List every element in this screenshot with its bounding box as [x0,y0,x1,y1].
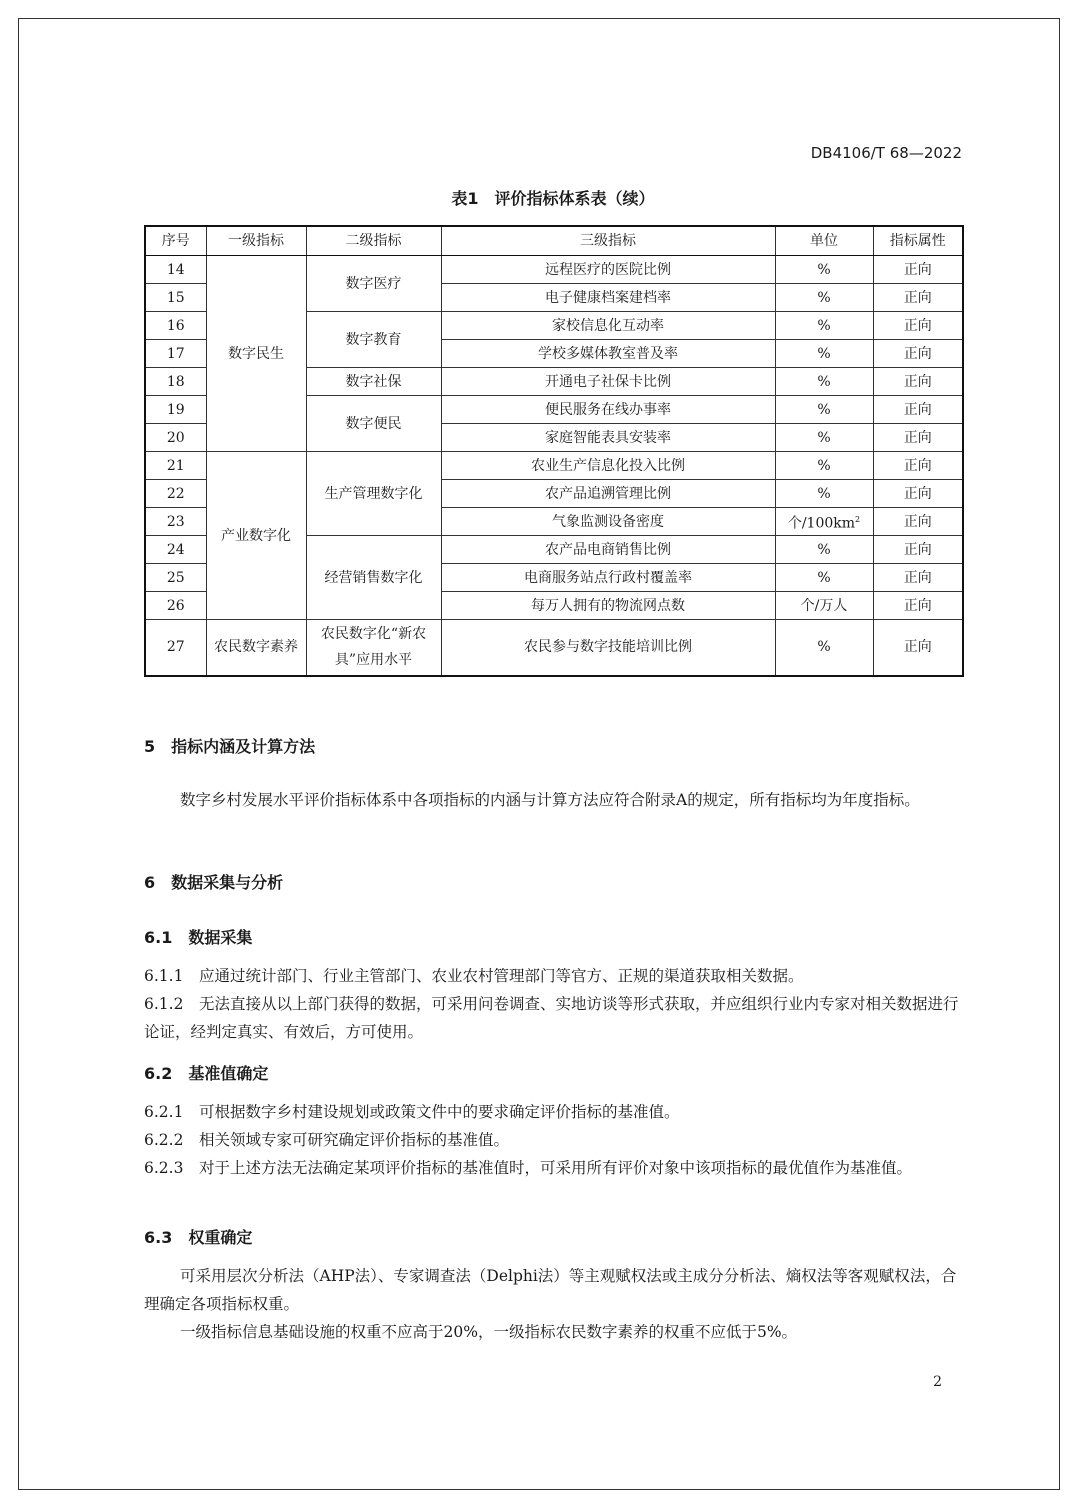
indicator-table [144,225,964,677]
level3-cell: 开通电子社保卡比例 [441,368,775,396]
attribute-cell: 正向 [873,396,963,424]
col-header-level2: 二级指标 [306,226,441,256]
row-no: 25 [145,564,206,592]
item-6-2-1: 6.2.1 可根据数字乡村建设规划或政策文件中的要求确定评价指标的基准值。 [144,1103,680,1121]
section-6-1-heading: 6.1 数据采集 [144,928,253,947]
unit-cell: % [775,536,873,564]
level3-cell: 农产品电商销售比例 [441,536,775,564]
unit-cell: % [775,424,873,452]
level2-cell: 经营销售数字化 [306,536,441,620]
level1-cell: 产业数字化 [206,452,306,620]
section-6-heading: 6 数据采集与分析 [144,873,284,892]
attribute-cell: 正向 [873,340,963,368]
unit-cell: % [775,368,873,396]
level3-cell: 远程医疗的医院比例 [441,256,775,284]
level2-cell: 农民数字化“新农具”应用水平 [306,620,441,676]
col-header-attribute: 指标属性 [873,226,963,256]
attribute-cell: 正向 [873,256,963,284]
level3-cell: 家庭智能表具安装率 [441,424,775,452]
unit-cell: % [775,480,873,508]
col-header-level1: 一级指标 [206,226,306,256]
unit-superscript: 2 [855,514,861,524]
section-6-2-heading: 6.2 基准值确定 [144,1064,269,1083]
unit-cell [775,508,873,536]
row-no: 14 [145,256,206,284]
attribute-cell: 正向 [873,620,963,676]
level2-cell: 数字便民 [306,396,441,452]
row-no: 19 [145,396,206,424]
row-no: 21 [145,452,206,480]
level3-cell: 学校多媒体教室普及率 [441,340,775,368]
level3-cell: 电商服务站点行政村覆盖率 [441,564,775,592]
unit-cell: % [775,340,873,368]
attribute-cell: 正向 [873,424,963,452]
item-6-2-3: 6.2.3 对于上述方法无法确定某项评价指标的基准值时，可采用所有评价对象中该项指标的最优值作为基准值。 [144,1159,912,1177]
table-row [145,452,963,480]
unit-cell: 个/万人 [775,592,873,620]
level3-cell: 电子健康档案建档率 [441,284,775,312]
table-caption: 表1 评价指标体系表（续） [451,189,655,208]
attribute-cell: 正向 [873,564,963,592]
level3-cell: 气象监测设备密度 [441,508,775,536]
section-6-3-paragraph-1: 可采用层次分析法（AHP法）、专家调查法（Delphi法）等主观赋权法或主成分分析法、熵权法等客观赋权法，合理确定各项指标权重。 [144,1267,957,1313]
level2-cell: 数字社保 [306,368,441,396]
item-6-2-2: 6.2.2 相关领域专家可研究确定评价指标的基准值。 [144,1131,509,1149]
section-5-paragraph: 数字乡村发展水平评价指标体系中各项指标的内涵与计算方法应符合附录A的规定，所有指标均为年度指标。 [180,791,920,809]
level3-cell: 农业生产信息化投入比例 [441,452,775,480]
level2-cell: 生产管理数字化 [306,452,441,536]
attribute-cell: 正向 [873,536,963,564]
item-6-1-1: 6.1.1 应通过统计部门、行业主管部门、农业农村管理部门等官方、正规的渠道获取相关数据。 [144,967,804,985]
table-row [145,620,963,676]
row-no: 20 [145,424,206,452]
attribute-cell: 正向 [873,480,963,508]
row-no: 17 [145,340,206,368]
level3-cell: 便民服务在线办事率 [441,396,775,424]
row-no: 27 [145,620,206,676]
unit-cell: % [775,452,873,480]
table-header-row [145,226,963,256]
level3-cell: 农民参与数字技能培训比例 [441,620,775,676]
row-no: 15 [145,284,206,312]
level1-cell: 农民数字素养 [206,620,306,676]
col-header-unit: 单位 [775,226,873,256]
table-row [145,256,963,284]
attribute-cell: 正向 [873,592,963,620]
attribute-cell: 正向 [873,284,963,312]
level2-cell: 数字教育 [306,312,441,368]
row-no: 16 [145,312,206,340]
row-no: 22 [145,480,206,508]
attribute-cell: 正向 [873,368,963,396]
row-no: 23 [145,508,206,536]
unit-cell: % [775,620,873,676]
unit-cell: % [775,564,873,592]
row-no: 26 [145,592,206,620]
level3-cell: 农产品追溯管理比例 [441,480,775,508]
col-header-no: 序号 [145,226,206,256]
section-6-3-heading: 6.3 权重确定 [144,1228,253,1247]
unit-text: 个/100km [787,515,856,532]
level2-cell: 数字医疗 [306,256,441,312]
row-no: 18 [145,368,206,396]
unit-cell: % [775,256,873,284]
attribute-cell: 正向 [873,452,963,480]
attribute-cell: 正向 [873,508,963,536]
level3-cell: 每万人拥有的物流网点数 [441,592,775,620]
document-code: DB4106/T 68—2022 [810,144,962,162]
page-number: 2 [933,1374,942,1390]
unit-cell: % [775,284,873,312]
level3-cell: 家校信息化互动率 [441,312,775,340]
section-6-3-paragraph-2: 一级指标信息基础设施的权重不应高于20%，一级指标农民数字素养的权重不应低于5%。 [180,1323,798,1341]
unit-cell: % [775,312,873,340]
col-header-level3: 三级指标 [441,226,775,256]
row-no: 24 [145,536,206,564]
attribute-cell: 正向 [873,312,963,340]
unit-cell: % [775,396,873,424]
level1-cell: 数字民生 [206,256,306,452]
item-6-1-2: 6.1.2 无法直接从以上部门获得的数据，可采用问卷调查、实地访谈等形式获取，并应组织行业内专家对相关数据进行论证，经判定真实、有效后，方可使用。 [144,995,959,1041]
section-5-heading: 5 指标内涵及计算方法 [144,737,316,756]
